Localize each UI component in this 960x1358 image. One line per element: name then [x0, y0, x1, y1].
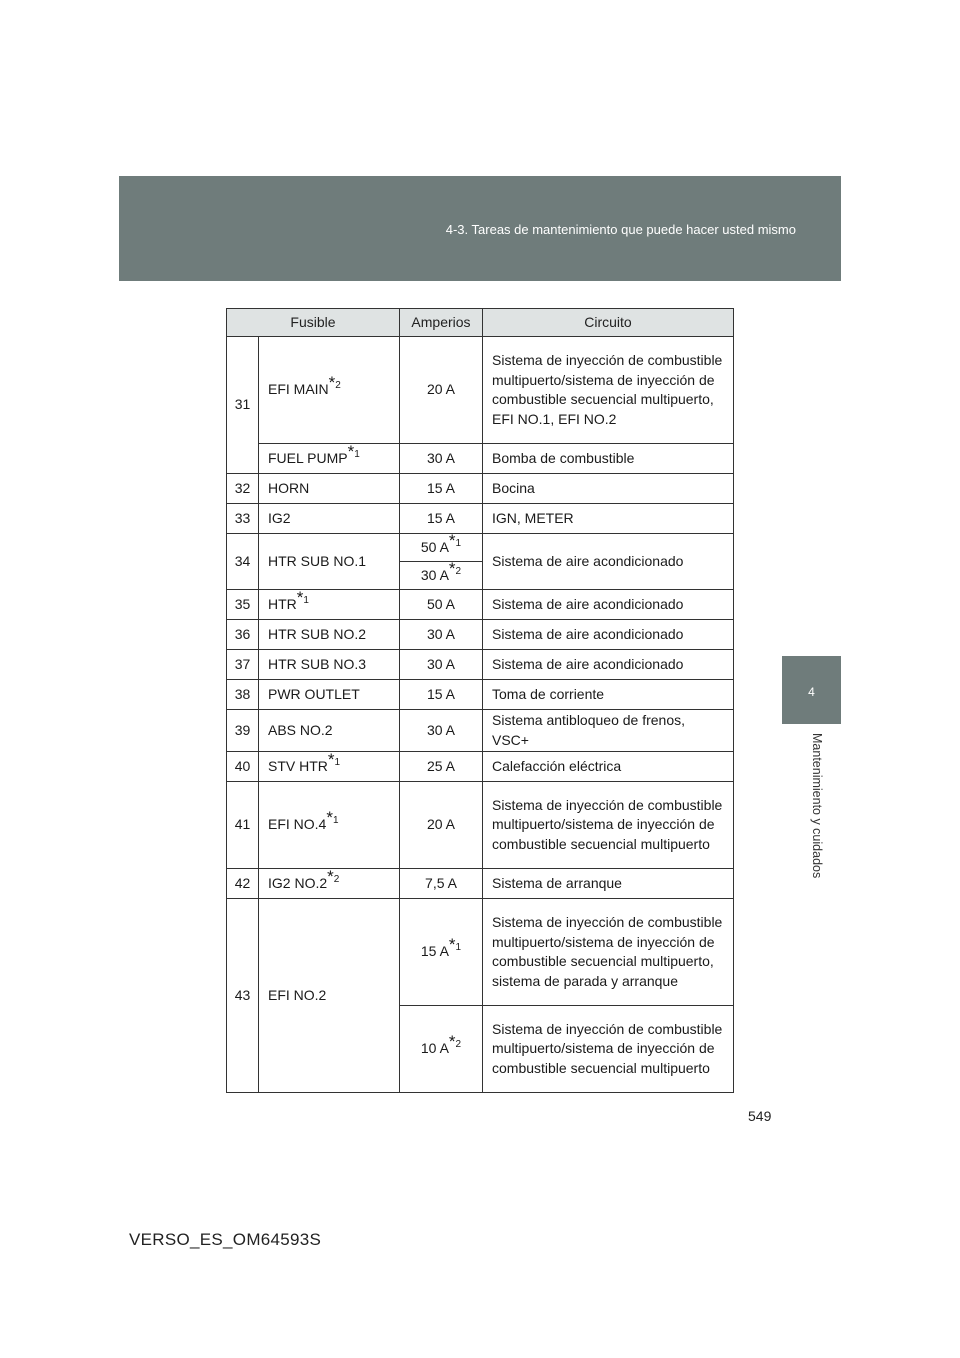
fuse-circuit: Sistema de arranque — [483, 869, 734, 899]
fuse-circuit: Sistema de aire acondicionado — [483, 620, 734, 650]
fuse-number: 34 — [227, 534, 259, 590]
footnote-marker: *2 — [448, 1032, 462, 1052]
table-row — [227, 680, 734, 710]
footnote-marker: *1 — [327, 749, 341, 769]
fuse-name: IG2 — [259, 504, 400, 534]
footnote-marker: *1 — [448, 935, 462, 955]
fuse-name: HTR SUB NO.3 — [259, 650, 400, 680]
fuse-name: HTR SUB NO.1 — [259, 534, 400, 590]
page-number: 549 — [748, 1108, 772, 1124]
fuse-name: HORN — [259, 474, 400, 504]
table-row — [227, 899, 734, 1006]
fuse-number: 43 — [227, 899, 259, 1093]
fuse-number: 41 — [227, 782, 259, 869]
footnote-marker: *1 — [326, 808, 339, 828]
fuse-number: 37 — [227, 650, 259, 680]
fuse-amperage: 30 A — [400, 444, 483, 474]
fuse-name: STV HTR$^{*1}$ — [259, 752, 400, 782]
table-row — [227, 504, 734, 534]
header-fusible: Fusible — [227, 309, 400, 337]
table-row — [227, 590, 734, 620]
fuse-circuit: Toma de corriente — [483, 680, 734, 710]
header-amperios: Amperios — [400, 309, 483, 337]
fuse-circuit: Sistema de inyección de combustible multipuerto/sistema de inyección de combustible secuencial multipuerto — [483, 782, 734, 869]
table-row — [227, 474, 734, 504]
fuse-table — [226, 308, 734, 1093]
fuse-amperage: 7,5 A — [400, 869, 483, 899]
footnote-marker: *2 — [328, 373, 341, 393]
fuse-circuit: Sistema de aire acondicionado — [483, 534, 734, 590]
fuse-name: PWR OUTLET — [259, 680, 400, 710]
fuse-number: 33 — [227, 504, 259, 534]
chapter-tab — [782, 656, 841, 724]
table-row — [227, 869, 734, 899]
fuse-amperage: 30 A — [400, 620, 483, 650]
table-row — [227, 782, 734, 869]
chapter-number: 4 — [808, 685, 815, 699]
fuse-name: IG2 NO.2$^{*2}$ — [259, 869, 400, 899]
fuse-circuit: Sistema de aire acondicionado — [483, 650, 734, 680]
fuse-circuit: Sistema de inyección de combustible multipuerto/sistema de inyección de combustible secuencial multipuerto, sistema de parada y arranque — [483, 899, 734, 1006]
table-row — [227, 650, 734, 680]
fuse-circuit: Bocina — [483, 474, 734, 504]
table-row — [227, 444, 734, 474]
fuse-circuit: Sistema de inyección de combustible multipuerto/sistema de inyección de combustible secuencial multipuerto — [483, 1006, 734, 1093]
footnote-marker: *1 — [448, 530, 462, 550]
fuse-number: 31 — [227, 337, 259, 474]
fuse-name: EFI MAIN$^{*2}$ — [259, 337, 400, 444]
footnote-marker: *2 — [327, 866, 340, 886]
header-bar — [119, 176, 841, 281]
document-code: VERSO_ES_OM64593S — [129, 1230, 322, 1249]
fuse-amperage: 50 $A^{*1}$ — [400, 534, 483, 562]
footnote-marker: *2 — [448, 558, 462, 578]
fuse-name: EFI NO.4$^{*1}$ — [259, 782, 400, 869]
fuse-number: 35 — [227, 590, 259, 620]
fuse-amperage: 25 A — [400, 752, 483, 782]
fuse-number: 42 — [227, 869, 259, 899]
fuse-number: 38 — [227, 680, 259, 710]
table-row — [227, 752, 734, 782]
fuse-circuit: Sistema de aire acondicionado — [483, 590, 734, 620]
fuse-name: ABS NO.2 — [259, 710, 400, 752]
fuse-circuit: Sistema antibloqueo de frenos, VSC+ — [483, 710, 734, 752]
table-row — [227, 710, 734, 752]
fuse-circuit: Sistema de inyección de combustible multipuerto/sistema de inyección de combustible secuencial multipuerto, EFI NO.1, EFI NO.2 — [483, 337, 734, 444]
table-row — [227, 534, 734, 562]
fuse-circuit: Calefacción eléctrica — [483, 752, 734, 782]
table-header-row — [227, 309, 734, 337]
table-row — [227, 337, 734, 444]
fuse-amperage: 15 A — [400, 504, 483, 534]
chapter-label: Mantenimiento y cuidados — [810, 733, 824, 879]
fuse-amperage: 30 A — [400, 650, 483, 680]
fuse-amperage: 15 A — [400, 680, 483, 710]
fuse-amperage: 20 A — [400, 782, 483, 869]
fuse-amperage: 10 $A^{*2}$ — [400, 1006, 483, 1093]
fuse-amperage: 30 A — [400, 710, 483, 752]
fuse-circuit: Bomba de combustible — [483, 444, 734, 474]
footnote-marker: *1 — [296, 587, 309, 607]
section-title: 4-3. Tareas de mantenimiento que puede hacer usted mismo — [445, 222, 796, 237]
footnote-marker: *1 — [347, 441, 360, 461]
fuse-amperage: 20 A — [400, 337, 483, 444]
fuse-name: FUEL PUMP$^{*1}$ — [259, 444, 400, 474]
fuse-number: 39 — [227, 710, 259, 752]
fuse-name: HTR SUB NO.2 — [259, 620, 400, 650]
fuse-number: 40 — [227, 752, 259, 782]
fuse-name: EFI NO.2 — [259, 899, 400, 1093]
fuse-amperage: 15 $A^{*1}$ — [400, 899, 483, 1006]
fuse-amperage: 15 A — [400, 474, 483, 504]
header-circuito: Circuito — [483, 309, 734, 337]
fuse-number: 32 — [227, 474, 259, 504]
fuse-circuit: IGN, METER — [483, 504, 734, 534]
table-row — [227, 620, 734, 650]
fuse-name: HTR$^{*1}$ — [259, 590, 400, 620]
fuse-number: 36 — [227, 620, 259, 650]
fuse-amperage: 50 A — [400, 590, 483, 620]
fuse-amperage: 30 $A^{*2}$ — [400, 562, 483, 590]
